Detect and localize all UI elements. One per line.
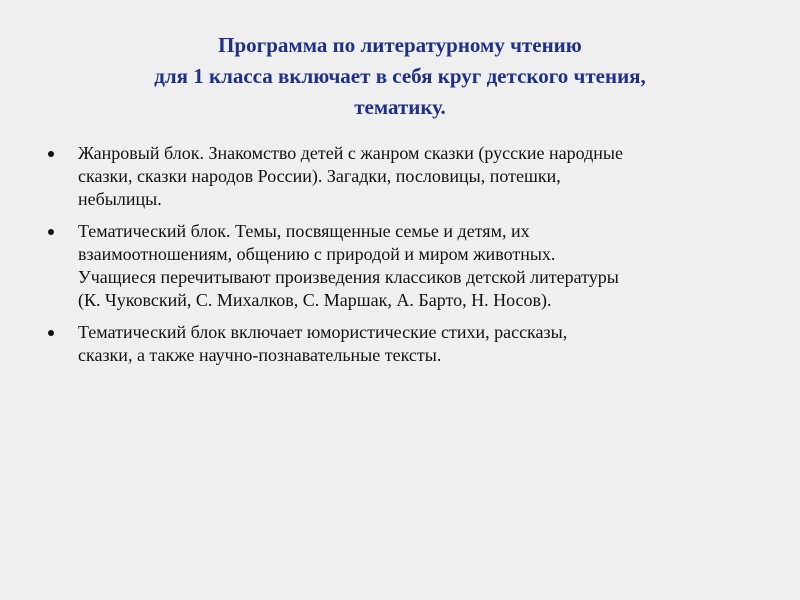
bullet-text-line: сказки, а также научно-познавательные тексты. (78, 345, 442, 365)
bullet-text-line: Учащиеся перечитывают произведения классиков детской литературы (78, 267, 619, 287)
bullet-text-line: (К. Чуковский, С. Михалков, С. Маршак, А. Барто, Н. Носов). (78, 290, 552, 310)
bullet-text-line: небылицы. (78, 189, 162, 209)
title-line: для 1 класса включает в себя круг детского чтения, (154, 64, 646, 88)
bullet-item-thematic-block (46, 220, 746, 312)
bullet-dot-icon (48, 151, 54, 157)
bullet-text-line: сказки, сказки народов России). Загадки, пословицы, потешки, (78, 166, 561, 186)
bullet-dot-icon (48, 330, 54, 336)
bullet-text-line: Тематический блок включает юмористические стихи, рассказы, (78, 322, 568, 342)
bullet-text-line: взаимоотношениям, общению с природой и миром животных. (78, 244, 556, 264)
bullet-dot-icon (48, 229, 54, 235)
bullet-list (46, 142, 746, 376)
bullet-item-genre-block (46, 142, 746, 211)
title-line: тематику. (354, 95, 446, 119)
bullet-text-line: Тематический блок. Темы, посвященные семье и детям, их (78, 221, 530, 241)
title-line: Программа по литературному чтению (218, 33, 582, 57)
bullet-text-line: Жанровый блок. Знакомство детей с жанром сказки (русские народные (78, 143, 623, 163)
slide-title (40, 30, 760, 123)
bullet-item-thematic-content (46, 321, 746, 367)
